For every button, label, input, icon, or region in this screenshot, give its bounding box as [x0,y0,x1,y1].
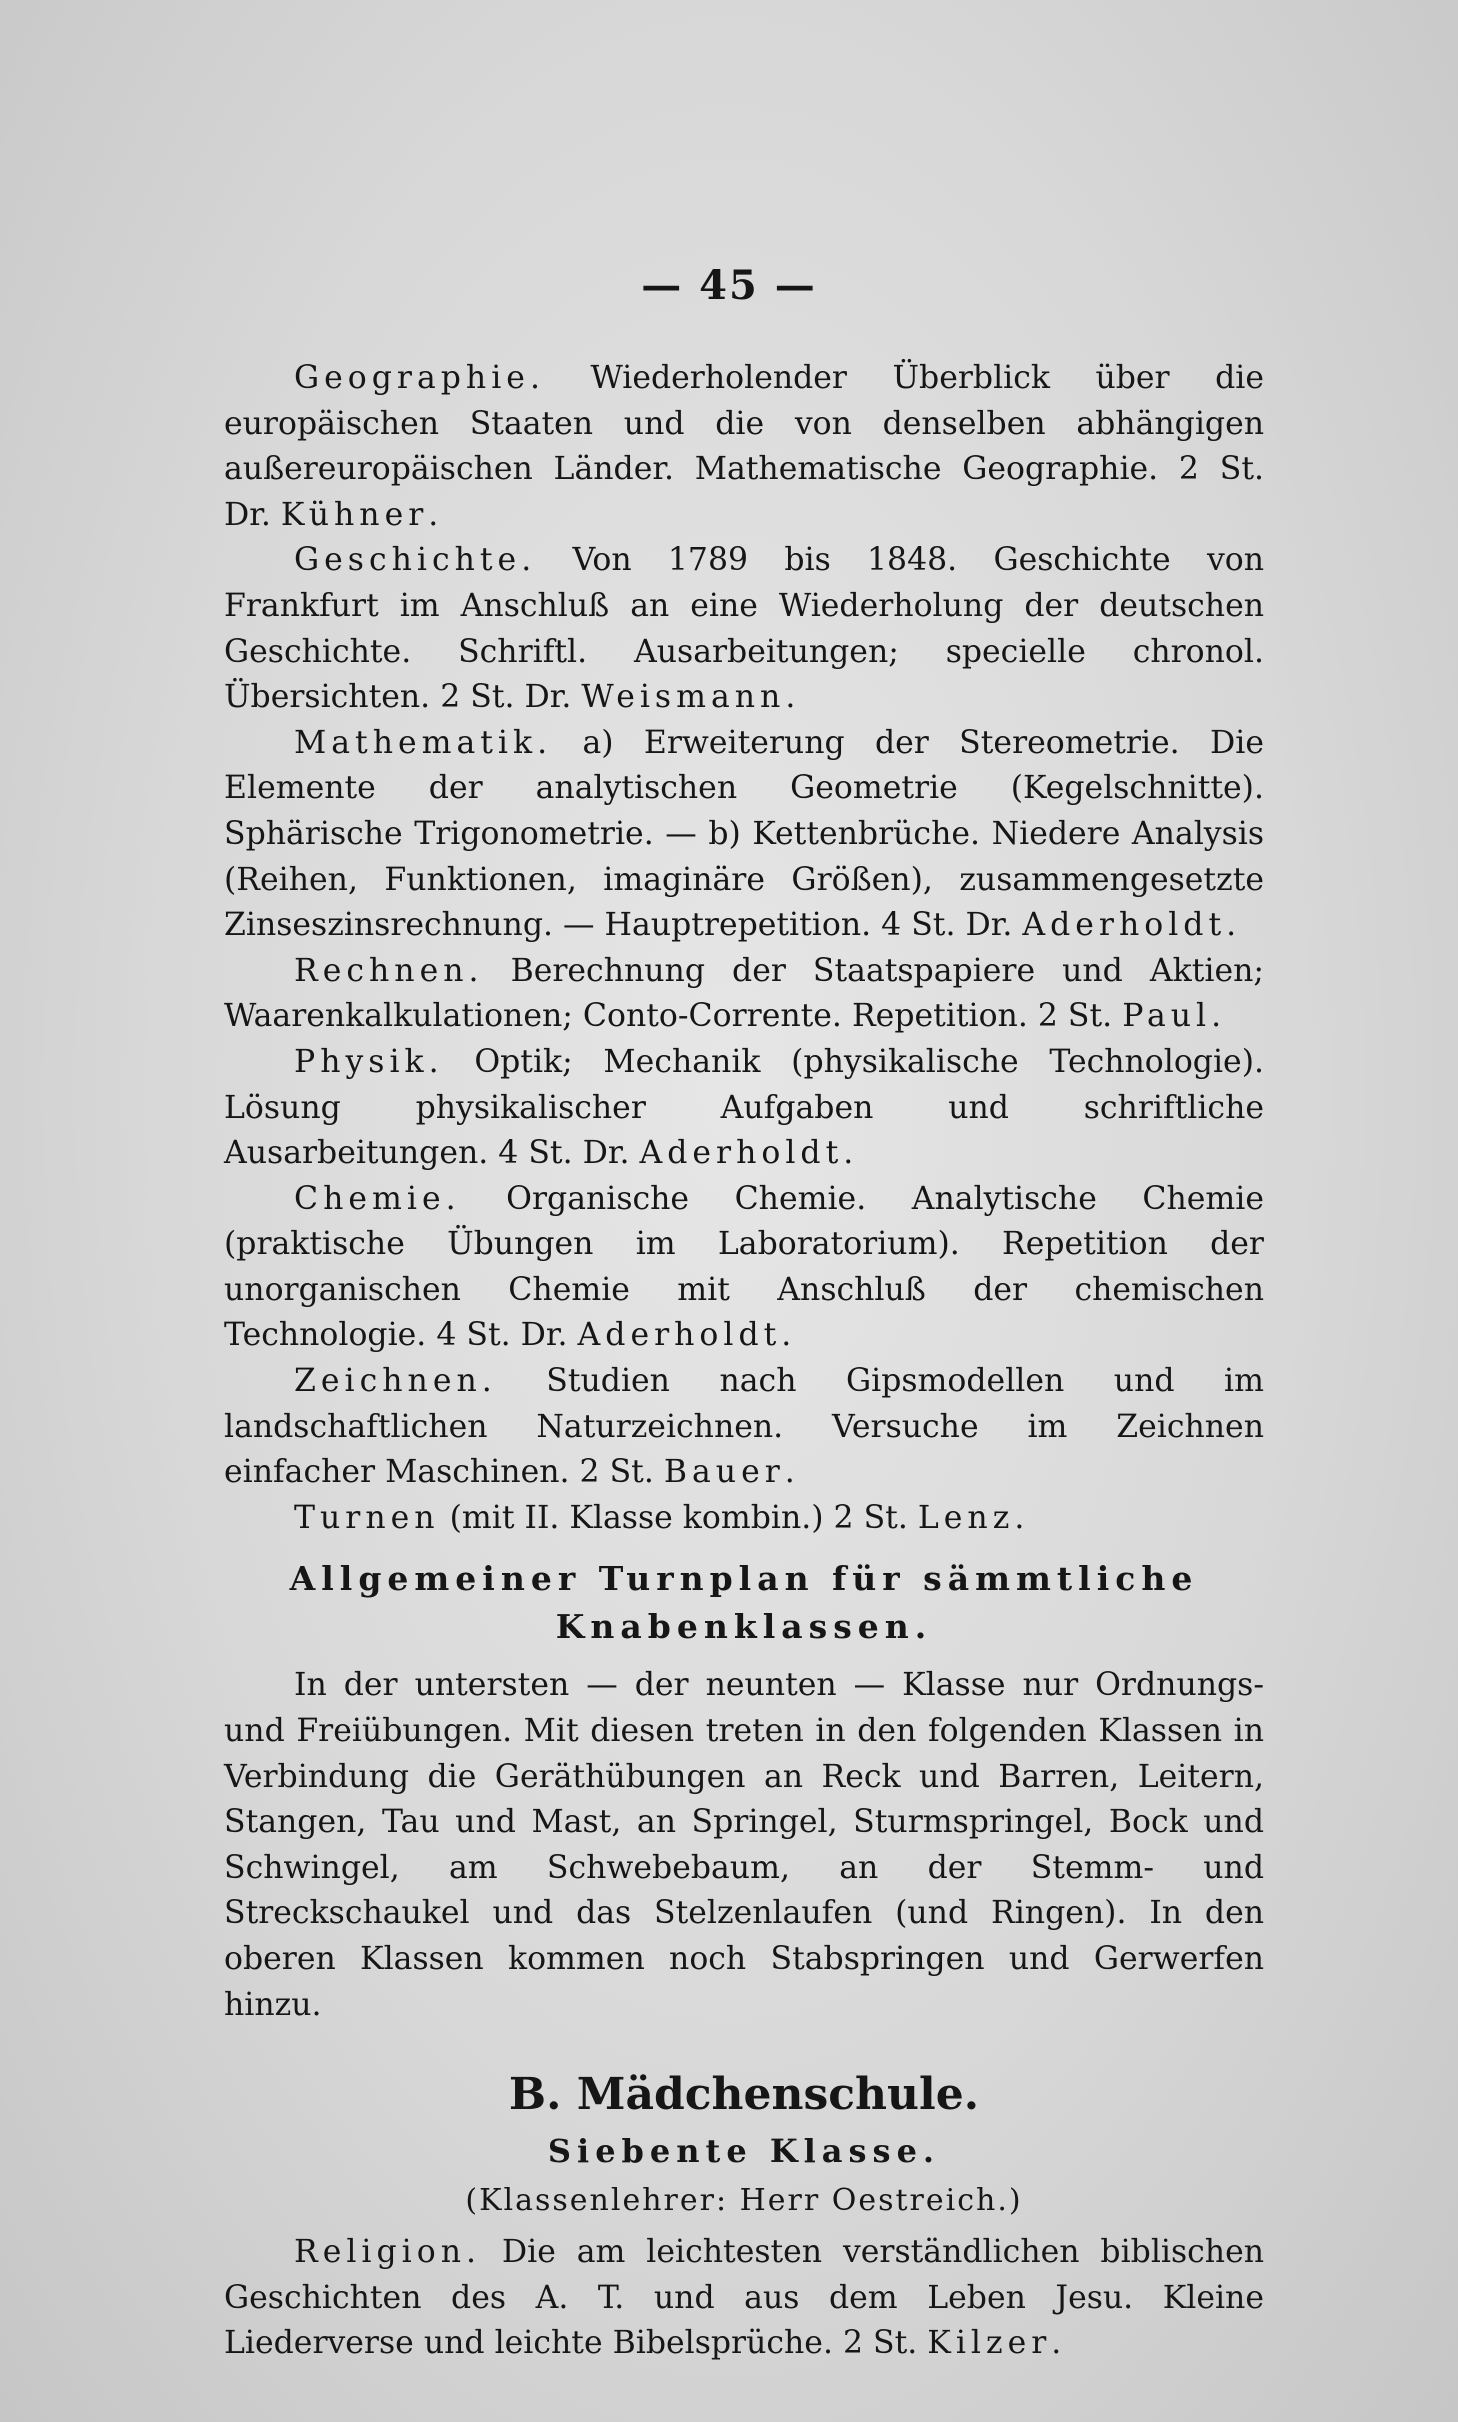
teacher-name: Lenz [917,1499,1015,1536]
entry-end: . [784,1454,795,1491]
page-number: — 45 — [641,262,817,309]
subject-label: Chemie. [294,1180,461,1217]
teacher-name: Bauer [663,1454,785,1491]
subject-entry [224,949,1264,1040]
entry-end: . [1226,907,1237,944]
entry-end: . [843,1135,854,1172]
subject-text: Wiederholender Überblick über die europäischen Staaten und die von denselben abhängigen außereuropäischen Länder. Mathematische Geographie. 2 St. Dr. [224,360,1264,533]
subject-label: Rechnen. [294,952,484,989]
subject-list-upper [224,356,1264,1541]
subject-list-lower [224,2230,1264,2367]
class-teacher: (Klassenlehrer: Herr Oestreich.) [465,2183,1023,2219]
entry-end: . [1211,998,1222,1035]
subject-entry [224,1359,1264,1496]
entry-end: . [1014,1499,1025,1536]
section-title: B. Mädchenschule. [508,2069,980,2121]
teacher-name: Kühner [280,496,429,533]
entry-end: . [781,1317,792,1354]
teacher-name: Paul [1122,998,1212,1035]
teacher-name: Aderholdt [1022,907,1227,944]
subject-text: Optik; Mechanik (physikalische Technologie). Lösung physikalischer Aufgaben und schriftliche Ausarbeitungen. 4 St. Dr. [224,1043,1264,1172]
subject-entry [224,721,1264,949]
subject-text: Organische Chemie. Analytische Chemie (praktische Übungen im Laboratorium). Repetition der unorganischen Chemie mit Anschluß der chemischen Technologie. 4 St. Dr. [224,1180,1264,1354]
subject-text: (mit II. Klasse kombin.) 2 St. [439,1499,918,1536]
teacher-name: Aderholdt [577,1317,782,1354]
subject-text: a) Erweiterung der Stereometrie. Die Elemente der analytischen Geometrie (Kegelschnitte). Sphärische Trigonometrie. — b) Kettenbrüche. Niedere Analysis (Reihen, Funktionen, imaginäre Größen), zusammengesetzte Zinseszinsrechnung. — Hauptrepetition. 4 St. Dr. [224,724,1264,944]
teacher-name: Aderholdt [639,1135,844,1172]
subject-label: Turnen [294,1499,440,1536]
subject-label: Geschichte. [294,542,537,579]
subject-label: Physik. [294,1043,444,1080]
subject-text: Von 1789 bis 1848. Geschichte von Frankfurt im Anschluß an eine Wiederholung der deutschen Geschichte. Schriftl. Ausarbeitungen; specielle chronol. Übersichten. 2 St. Dr. [224,542,1264,716]
subject-entry [224,1496,1264,1542]
teacher-name: Kilzer [927,2325,1052,2362]
subject-label: Mathematik. [294,724,553,761]
subject-label: Geographie. [294,360,545,396]
subject-entry [224,538,1264,720]
subject-text: Studien nach Gipsmodellen und im landschaftlichen Naturzeichnen. Versuche im Zeichnen einfacher Maschinen. 2 St. [224,1363,1264,1491]
entry-end: . [785,679,796,716]
subject-entry [224,1177,1264,1359]
entry-end: . [1051,2325,1062,2362]
subject-label: Religion. [294,2234,482,2271]
entry-end: . [428,496,439,533]
subject-entry [224,1040,1264,1177]
teacher-name: Weismann [581,679,786,716]
subject-text: Die am leichtesten verständlichen biblischen Geschichten des A. T. und aus dem Leben Jesu. Kleine Liederverse und leichte Bibelsprüche. 2 St. [224,2234,1264,2362]
class-title: Siebente Klasse. [547,2132,941,2171]
subject-entry [224,2230,1264,2367]
subject-label: Zeichnen. [294,1363,497,1400]
subject-text: Berechnung der Staatspapiere und Aktien; Waarenkalkulationen; Conto-Corrente. Repetition. 2 St. [224,952,1264,1035]
turnplan-heading: Allgemeiner Turnplan für sämmtliche Knabenklassen. [289,1559,1199,1647]
subject-entry [224,356,1264,538]
page-body [224,356,1264,2367]
turnplan-paragraph: In der untersten — der neunten — Klasse nur Ordnungs- und Freiübungen. Mit diesen treten in den folgenden Klassen in Verbindung die Geräthübungen an Reck und Barren, Leitern, Stangen, Tau und Mast, an Springel, Sturmspringel, Bock und Schwingel, am Schwebebaum, an der Stemm- und Streckschaukel und das Stelzenlaufen (und Ringen). In den oberen Klassen kommen noch Stabspringen und Gerwerfen hinzu. [224,1667,1264,2023]
